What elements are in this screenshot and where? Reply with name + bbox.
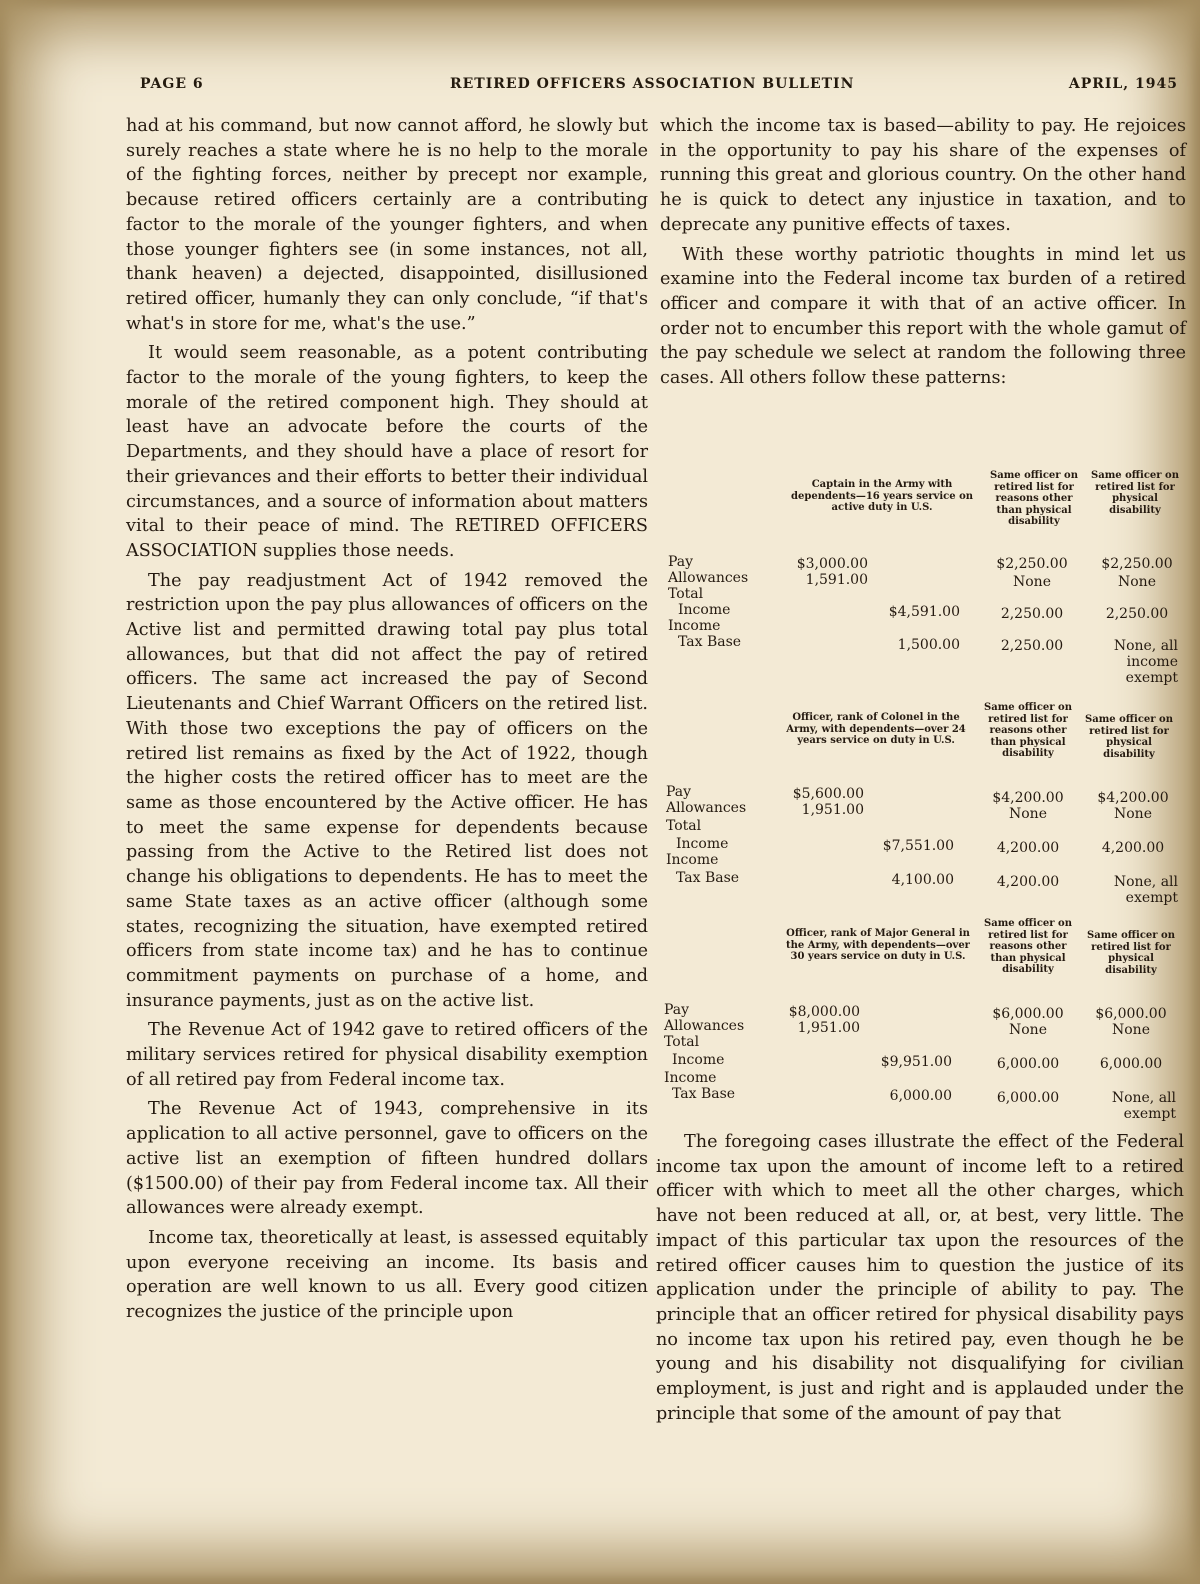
cell-value: 1,591.00 <box>805 572 868 588</box>
row-label: Income <box>676 836 729 852</box>
page-number: PAGE 6 <box>140 76 204 92</box>
conclusion-column <box>656 1130 1184 1426</box>
cell-value: None <box>1009 1022 1047 1038</box>
row-label: Allowances <box>664 1018 745 1034</box>
cell-value: 6,000.00 <box>996 1090 1060 1106</box>
table-header: Captain in the Army with dependents—16 years service on active duty in U.S. <box>790 479 974 513</box>
cell-value: $2,250.00 <box>996 556 1068 572</box>
row-label: Total <box>664 1034 700 1050</box>
cell-value: 4,100.00 <box>891 872 954 888</box>
row-label: Total <box>666 818 702 834</box>
row-label: Tax Base <box>676 870 740 886</box>
paragraph: The Revenue Act of 1942 gave to retired officers of the military services retired for physical disability exemption of all retired pay from Federal income tax. <box>126 1020 648 1090</box>
cell-value: 4,200.00 <box>1101 840 1165 856</box>
page-header <box>140 76 1178 98</box>
cell-value: $9,951.00 <box>880 1054 952 1070</box>
bulletin-title: RETIRED OFFICERS ASSOCIATION BULLETIN <box>450 76 855 92</box>
row-label: Income <box>666 852 719 868</box>
paragraph: which the income tax is based—ability to pay. He rejoices in the opportunity to pay his share of the expenses of running this great and glorious country. On the other hand he is quick to detect any injustice in taxation, and to deprecate any punitive effects of taxes. <box>660 116 1186 235</box>
table-header: Same officer on retired list for reasons other than physical disability <box>984 702 1072 759</box>
cell-value: 1,951.00 <box>801 802 864 818</box>
row-label: Income <box>668 618 721 634</box>
row-label: Total <box>668 586 704 602</box>
issue-date: APRIL, 1945 <box>1068 76 1178 92</box>
table-header: Officer, rank of Major General in the Army, with dependents—over 30 years service on duty in U.S. <box>786 928 970 962</box>
row-label: Tax Base <box>678 634 742 650</box>
paragraph: Income tax, theoretically at least, is assessed equitably upon everyone receiving an income. Its basis and operation are well known to us all. Every good citizen recognizes the justice of the principle upon <box>126 1227 648 1323</box>
cell-value: $7,551.00 <box>882 838 954 854</box>
row-label: Allowances <box>666 800 747 816</box>
cell-value: $6,000.00 <box>992 1006 1064 1022</box>
table-header: Same officer on retired list for physical disability <box>1087 930 1175 976</box>
cell-value: $4,200.00 <box>1097 790 1169 806</box>
cell-value: None, all exempt <box>1113 874 1178 906</box>
row-label: Income <box>664 1070 717 1086</box>
cell-value: None <box>1112 1022 1150 1038</box>
cell-value: 6,000.00 <box>1099 1056 1163 1072</box>
cell-value: $6,000.00 <box>1095 1006 1167 1022</box>
row-label: Income <box>678 602 731 618</box>
cell-value: None <box>1118 574 1156 590</box>
cell-value: $5,600.00 <box>792 786 864 802</box>
paragraph: It would seem reasonable, as a potent contributing factor to the morale of the young fighters, to keep the morale of the retired component high. They should at least have an advocate before the courts of the Departments, and they should have a place of resort for their grievances and their efforts to better their individual circumstances, and a source of information about matters vital to their peace of mind. The RETIRED OFFICERS ASSOCIATION supplies those needs. <box>126 343 648 561</box>
left-column <box>126 114 648 1330</box>
cell-value: None <box>1013 574 1051 590</box>
cell-value: None, all income exempt <box>1113 638 1178 686</box>
cell-value: None <box>1114 806 1152 822</box>
row-label: Pay <box>666 784 692 800</box>
cell-value: 4,200.00 <box>996 874 1060 890</box>
table-header: Same officer on retired list for physical disability <box>1085 714 1173 760</box>
cell-value: $2,250.00 <box>1101 556 1173 572</box>
row-label: Tax Base <box>672 1086 736 1102</box>
paragraph: With these worthy patriotic thoughts in mind let us examine into the Federal income tax burden of a retired officer and compare it with that of an active officer. In order not to encumber this report with the whole gamut of the pay schedule we select at random the following three cases. All others follow these patterns: <box>660 244 1186 389</box>
right-column <box>660 114 1186 396</box>
row-label: Pay <box>664 1002 690 1018</box>
cell-value: 2,250.00 <box>1105 606 1169 622</box>
row-label: Allowances <box>668 570 749 586</box>
cell-value: 1,951.00 <box>797 1020 860 1036</box>
cell-value: $3,000.00 <box>796 556 868 572</box>
paragraph: The pay readjustment Act of 1942 removed the restriction upon the pay plus allowances of officers on the Active list and permitted drawing total pay plus total allowances, but that did not affect the pay of retired officers. The same act increased the pay of Second Lieutenants and Chief Warrant Officers on the retired list. With those two exceptions the pay of officers on the retired list remains as fixed by the Act of 1922, though the higher costs the retired officer has to meet are the same as those encountered by the Active officer. He has to meet the same expense for dependents because passing from the Active to the Retired list does not change his obligations to dependents. He has to meet the same State taxes as an active officer (although some states, recognizing the situation, have exempted retired officers from state income tax) and he has to continue commitment payments on purchase of a home, and insurance payments, just as on the active list. <box>126 570 648 1011</box>
cell-value: 2,250.00 <box>1000 638 1064 654</box>
cell-value: 2,250.00 <box>1000 606 1064 622</box>
table-header: Same officer on retired list for reasons other than physical disability <box>990 470 1078 527</box>
cell-value: $8,000.00 <box>788 1004 860 1020</box>
table-header: Same officer on retired list for reasons other than physical disability <box>984 918 1072 975</box>
cell-value: 4,200.00 <box>996 840 1060 856</box>
row-label: Pay <box>668 554 694 570</box>
row-label: Income <box>672 1052 725 1068</box>
cell-value: $4,591.00 <box>888 604 960 620</box>
cell-value: 6,000.00 <box>889 1088 952 1104</box>
table-header: Same officer on retired list for physical disability <box>1091 470 1179 516</box>
cell-value: 1,500.00 <box>897 637 960 653</box>
paragraph: The foregoing cases illustrate the effect of the Federal income tax upon the amount of income left to a retired officer with which to meet all the other charges, which have not been reduced at all, or, at best, very little. The impact of this particular tax upon the resources of the retired officer causes him to question the justice of its application under the principle of ability to pay. The principle that an officer retired for physical disability pays no income tax upon his retired pay, even though he be young and his disability not disqualifying for civilian employment, is just and right and is applauded under the principle that some of the amount of pay that <box>656 1132 1184 1424</box>
paragraph: The Revenue Act of 1943, comprehensive in its application to all active personnel, gave to officers on the active list an exemption of fifteen hundred dollars ($1500.00) of their pay from Federal income tax. All their allowances were already exempt. <box>126 1099 648 1219</box>
paragraph: had at his command, but now cannot afford, he slowly but surely reaches a state where he is no help to the morale of the fighting forces, neither by precept nor example, because retired officers certainly are a contributing factor to the morale of the younger fighters, and when those younger fighters see (in some instances, not all, thank heaven) a dejected, disappointed, disillusioned retired officer, humanly they can only conclude, “if that's what's in store for me, what's the use.” <box>126 116 648 334</box>
cell-value: 6,000.00 <box>996 1056 1060 1072</box>
cell-value: None, all exempt <box>1111 1090 1176 1122</box>
cell-value: None <box>1009 806 1047 822</box>
table-header: Officer, rank of Colonel in the Army, with dependents—over 24 years service on duty in U.S. <box>786 712 966 746</box>
cell-value: $4,200.00 <box>992 790 1064 806</box>
